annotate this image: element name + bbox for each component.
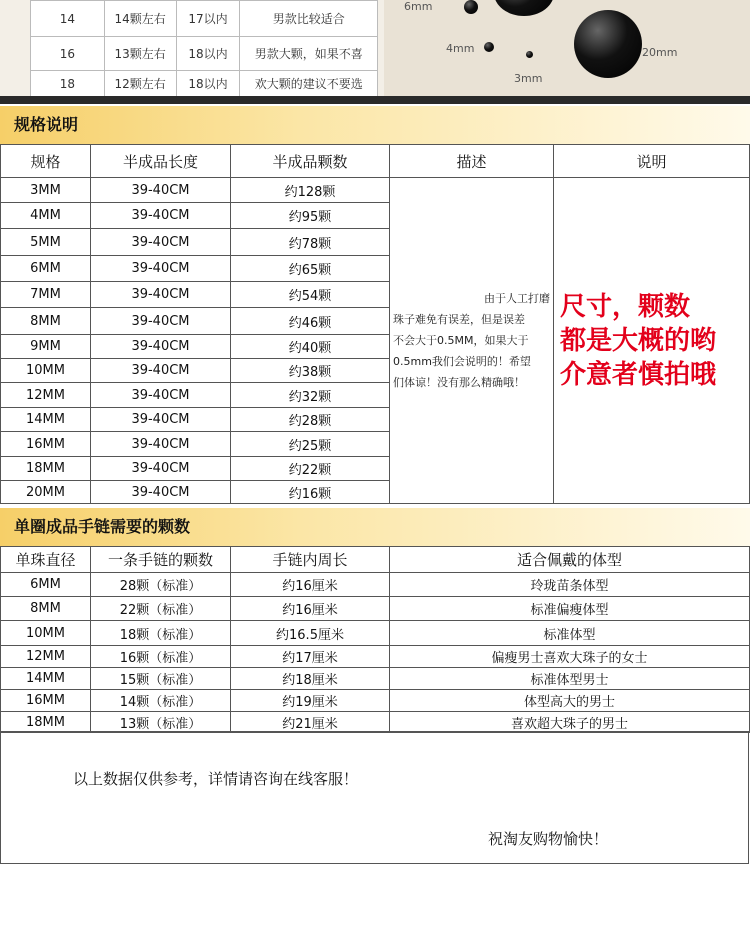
table-cell: 16 (31, 37, 105, 71)
table-cell: 男款比较适合 (240, 1, 378, 37)
table-cell: 3MM (1, 178, 91, 203)
bracelet-table (0, 546, 750, 733)
bead-label: 20mm (642, 46, 678, 59)
bead-6mm-image (464, 0, 478, 14)
warning-note-line: 介意者慎拍哦 (560, 359, 717, 390)
bead-size-photo (384, 0, 750, 96)
table-cell: 18MM (1, 712, 91, 733)
table-cell: 39-40CM (91, 359, 231, 383)
table-cell: 9MM (1, 335, 91, 359)
table-cell: 17以内 (176, 1, 240, 37)
table-cell: 10MM (1, 621, 91, 646)
table-cell: 偏瘦男士喜欢大珠子的女士 (390, 646, 750, 668)
table-cell: 12颗左右 (104, 71, 176, 97)
table-cell: 39-40CM (91, 481, 231, 504)
bead-3mm-image (526, 51, 533, 58)
table-cell: 4MM (1, 203, 91, 229)
column-header: 说明 (554, 145, 750, 178)
column-header: 半成品颗数 (231, 145, 390, 178)
disclaimer-text: 以上数据仅供参考，详情请咨询在线客服！ (73, 770, 359, 788)
table-row (1, 178, 750, 203)
table-cell: 10MM (1, 359, 91, 383)
bead-label: 6mm (404, 0, 433, 13)
table-cell: 39-40CM (91, 178, 231, 203)
table-cell: 39-40CM (91, 256, 231, 282)
table-cell: 39-40CM (91, 282, 231, 308)
column-header: 一条手链的颗数 (91, 547, 231, 573)
table-cell: 约40颗 (231, 335, 390, 359)
footer-note-box (0, 731, 749, 864)
table-cell: 约16厘米 (231, 573, 390, 597)
table-cell: 约19厘米 (231, 690, 390, 712)
table-cell: 喜欢超大珠子的男士 (390, 712, 750, 733)
table-header-row (1, 145, 750, 178)
table-cell: 欢大颗的建议不要选 (240, 71, 378, 97)
table-row (31, 1, 378, 37)
table-cell: 5MM (1, 229, 91, 256)
table-cell: 20MM (1, 481, 91, 504)
table-cell: 13颗左右 (104, 37, 176, 71)
table-cell: 18MM (1, 457, 91, 481)
table-cell: 约32颗 (231, 383, 390, 408)
bead-4mm-image (484, 42, 494, 52)
table-cell: 39-40CM (91, 203, 231, 229)
greeting-text: 祝淘友购物愉快！ (487, 830, 608, 848)
table-row (1, 668, 750, 690)
divider (0, 96, 750, 104)
table-cell: 39-40CM (91, 383, 231, 408)
table-cell: 14颗（标准） (91, 690, 231, 712)
table-cell: 14颗左右 (104, 1, 176, 37)
table-cell: 16颗（标准） (91, 646, 231, 668)
description-line: 由于人工打磨 (484, 292, 550, 305)
table-row (31, 71, 378, 97)
table-cell: 约128颗 (231, 178, 390, 203)
table-cell: 18以内 (176, 37, 240, 71)
table-cell: 约78颗 (231, 229, 390, 256)
table-cell: 39-40CM (91, 432, 231, 457)
table-cell: 39-40CM (91, 229, 231, 256)
column-header: 单珠直径 (1, 547, 91, 573)
table-row (1, 597, 750, 621)
table-row (1, 712, 750, 733)
bead-label: 3mm (514, 72, 543, 85)
table-cell: 18 (31, 71, 105, 97)
table-cell: 18以内 (176, 71, 240, 97)
table-cell: 22颗（标准） (91, 597, 231, 621)
column-header: 规格 (1, 145, 91, 178)
table-cell: 16MM (1, 690, 91, 712)
table-row (1, 573, 750, 597)
table-cell: 约25颗 (231, 432, 390, 457)
table-cell: 标准体型 (390, 621, 750, 646)
column-header: 手链内周长 (231, 547, 390, 573)
table-cell: 14 (31, 1, 105, 37)
description-cell (390, 178, 554, 504)
description-line: 珠子难免有误差，但是误差 (393, 313, 525, 326)
top-size-table (30, 0, 378, 96)
table-cell: 约54颗 (231, 282, 390, 308)
table-row (1, 690, 750, 712)
warning-note-line: 尺寸，颗数 (560, 291, 691, 322)
table-cell: 约95颗 (231, 203, 390, 229)
description-line: 不会大于0.5MM，如果大于 (393, 334, 529, 347)
table-cell: 标准体型男士 (390, 668, 750, 690)
table-cell: 8MM (1, 597, 91, 621)
bead-large-image (494, 0, 554, 16)
table-cell: 标准偏瘦体型 (390, 597, 750, 621)
table-cell: 体型高大的男士 (390, 690, 750, 712)
column-header: 描述 (390, 145, 554, 178)
table-cell: 39-40CM (91, 308, 231, 335)
table-row (1, 646, 750, 668)
bead-label: 4mm (446, 42, 475, 55)
table-cell: 8MM (1, 308, 91, 335)
table-cell: 12MM (1, 646, 91, 668)
table-cell: 39-40CM (91, 408, 231, 432)
warning-note-line: 都是大概的哟 (560, 325, 717, 356)
table-cell: 约17厘米 (231, 646, 390, 668)
table-cell: 6MM (1, 573, 91, 597)
table-cell: 约22颗 (231, 457, 390, 481)
table-cell: 约18厘米 (231, 668, 390, 690)
table-cell: 13颗（标准） (91, 712, 231, 733)
bracelet-section-title: 单圈成品手链需要的颗数 (0, 508, 750, 546)
bead-20mm-image (574, 10, 642, 78)
description-line: 0.5mm我们会说明的！希望 (393, 355, 531, 368)
table-cell: 约16.5厘米 (231, 621, 390, 646)
table-row (1, 621, 750, 646)
table-cell: 14MM (1, 408, 91, 432)
column-header: 适合佩戴的体型 (390, 547, 750, 573)
table-cell: 7MM (1, 282, 91, 308)
table-cell: 约16颗 (231, 481, 390, 504)
description-line: 们体谅！没有那么精确哦！ (393, 376, 525, 389)
table-cell: 约16厘米 (231, 597, 390, 621)
table-cell: 28颗（标准） (91, 573, 231, 597)
table-cell: 约21厘米 (231, 712, 390, 733)
table-cell: 男款大颗，如果不喜 (240, 37, 378, 71)
table-cell: 39-40CM (91, 335, 231, 359)
table-cell: 16MM (1, 432, 91, 457)
table-cell: 约38颗 (231, 359, 390, 383)
table-cell: 39-40CM (91, 457, 231, 481)
table-cell: 18颗（标准） (91, 621, 231, 646)
table-cell: 约65颗 (231, 256, 390, 282)
spec-table (0, 144, 750, 504)
table-cell: 约46颗 (231, 308, 390, 335)
table-cell: 14MM (1, 668, 91, 690)
column-header: 半成品长度 (91, 145, 231, 178)
table-header-row (1, 547, 750, 573)
table-cell: 12MM (1, 383, 91, 408)
table-cell: 15颗（标准） (91, 668, 231, 690)
product-photo-strip (0, 0, 750, 96)
spec-section-title: 规格说明 (0, 106, 750, 144)
note-cell (554, 178, 750, 504)
table-row (31, 37, 378, 71)
table-cell: 6MM (1, 256, 91, 282)
table-cell: 约28颗 (231, 408, 390, 432)
table-cell: 玲珑苗条体型 (390, 573, 750, 597)
